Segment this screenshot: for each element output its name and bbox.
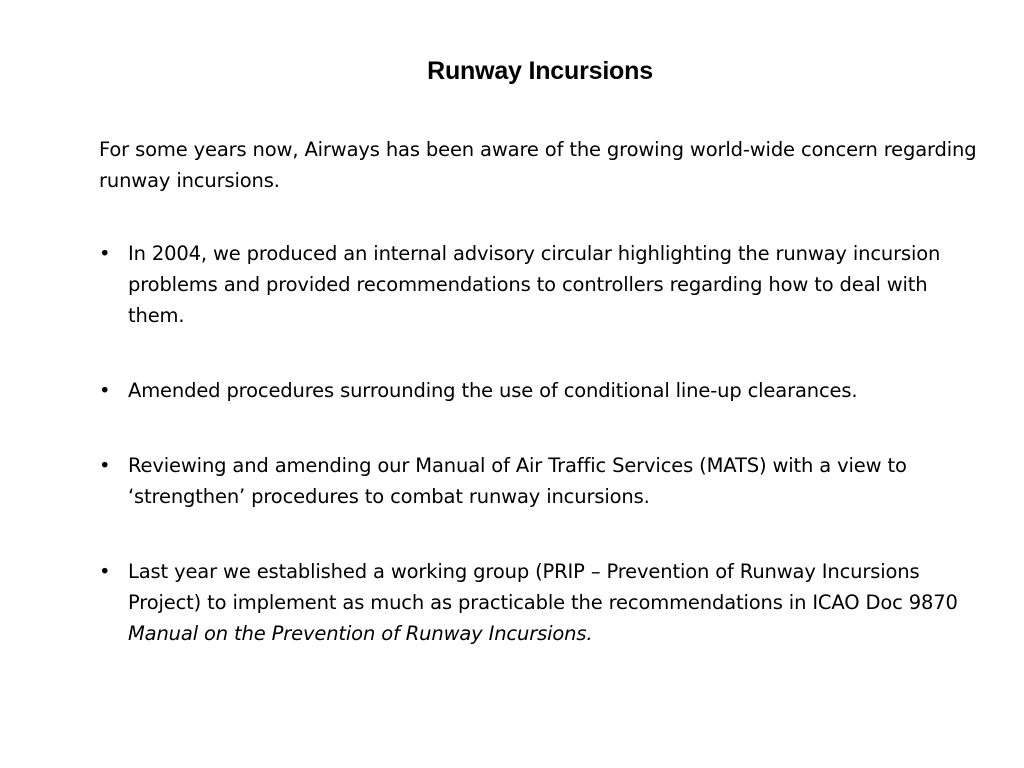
- document-title-italic: Manual on the Prevention of Runway Incursions.: [128, 622, 593, 645]
- bullet-item-amended-procedures: [99, 375, 979, 406]
- bullet-list: [99, 238, 979, 693]
- bullet-icon: •: [99, 242, 111, 265]
- bullet-item-mats-review: [99, 450, 979, 512]
- bullet-text: Last year we established a working group (PRIP – Prevention of Runway Incursions Project) to implement as much as practicable the recommendations in ICAO Doc 9870: [128, 560, 958, 614]
- bullet-icon: •: [99, 379, 111, 402]
- bullet-item-advisory-circular: [99, 238, 979, 331]
- intro-paragraph: For some years now, Airways has been aware of the growing world-wide concern regarding runway incursions.: [99, 138, 977, 192]
- bullet-icon: •: [99, 560, 111, 583]
- bullet-text: In 2004, we produced an internal advisory circular highlighting the runway incursion problems and provided recommendations to controllers regarding how to deal with them.: [128, 242, 941, 327]
- slide-title: Runway Incursions: [427, 57, 653, 85]
- bullet-icon: •: [99, 454, 111, 477]
- bullet-item-working-group: [99, 556, 979, 649]
- bullet-text: Amended procedures surrounding the use of conditional line-up clearances.: [128, 379, 858, 402]
- bullet-text: Reviewing and amending our Manual of Air Traffic Services (MATS) with a view to ‘strengthen’ procedures to combat runway incursions.: [128, 454, 907, 508]
